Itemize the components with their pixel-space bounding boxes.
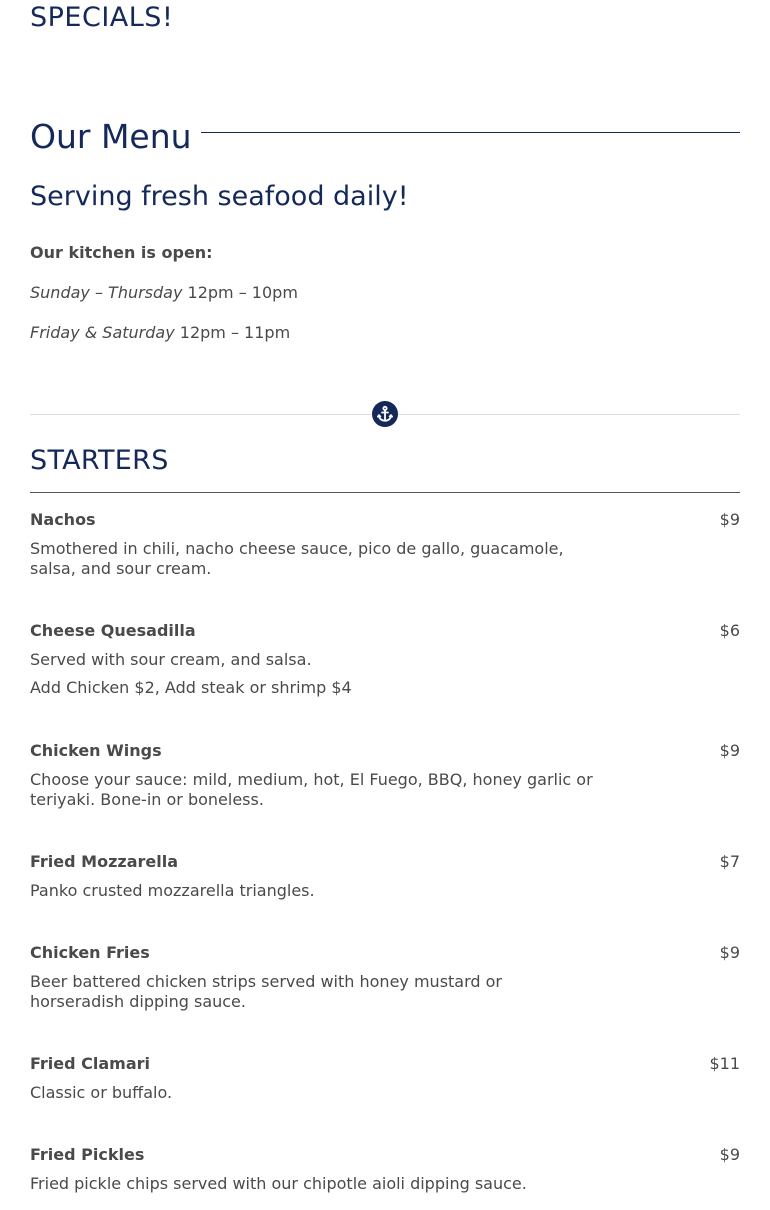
item-description: Beer battered chicken strips served with honey mustard or horseradish dipping sauce.: [30, 972, 503, 1011]
item-name: Nachos: [30, 510, 96, 529]
menu-heading: Our Menu: [30, 116, 192, 156]
section-title-starters: STARTERS: [30, 445, 169, 476]
anchor-icon: [372, 401, 398, 427]
item-description: Panko crusted mozzarella triangles.: [30, 881, 315, 900]
section-rule: [30, 492, 740, 493]
item-price: $9: [719, 1145, 740, 1164]
hours-line: [30, 283, 298, 302]
item-name: Fried Clamari: [30, 1054, 151, 1073]
item-name: Chicken Fries: [30, 943, 150, 962]
item-description: Classic or buffalo.: [30, 1083, 173, 1102]
item-name: Fried Pickles: [30, 1145, 145, 1164]
item-price: $7: [719, 852, 740, 871]
anchor-divider: [30, 400, 740, 428]
menu-tagline: Serving fresh seafood daily!: [30, 181, 409, 212]
hours-days: Sunday – Thursday: [30, 283, 183, 302]
heading-rule: [201, 132, 740, 133]
kitchen-hours-label: Our kitchen is open:: [30, 243, 213, 262]
item-name: Fried Mozzarella: [30, 852, 178, 871]
item-name: Chicken Wings: [30, 741, 162, 760]
item-description: Smothered in chili, nacho cheese sauce, pico de gallo, guacamole, salsa, and sour cream.: [30, 539, 564, 578]
hours-time: 12pm – 10pm: [187, 283, 298, 302]
item-description: Choose your sauce: mild, medium, hot, El Fuego, BBQ, honey garlic or teriyaki. Bone-in or boneless.: [30, 770, 593, 809]
specials-heading: SPECIALS!: [30, 2, 174, 33]
item-addons: Add Chicken $2, Add steak or shrimp $4: [30, 678, 352, 697]
item-name: Cheese Quesadilla: [30, 621, 196, 640]
item-description: Served with sour cream, and salsa.: [30, 650, 312, 669]
item-price: $9: [719, 510, 740, 529]
item-description: Fried pickle chips served with our chipotle aioli dipping sauce.: [30, 1174, 527, 1193]
hours-time: 12pm – 11pm: [179, 323, 291, 342]
menu-heading-row: [30, 114, 740, 158]
hours-days: Friday & Saturday: [30, 323, 175, 342]
item-price: $9: [719, 943, 740, 962]
item-price: $11: [709, 1054, 740, 1073]
item-price: $6: [719, 621, 740, 640]
hours-line: [30, 323, 290, 342]
item-price: $9: [719, 741, 740, 760]
